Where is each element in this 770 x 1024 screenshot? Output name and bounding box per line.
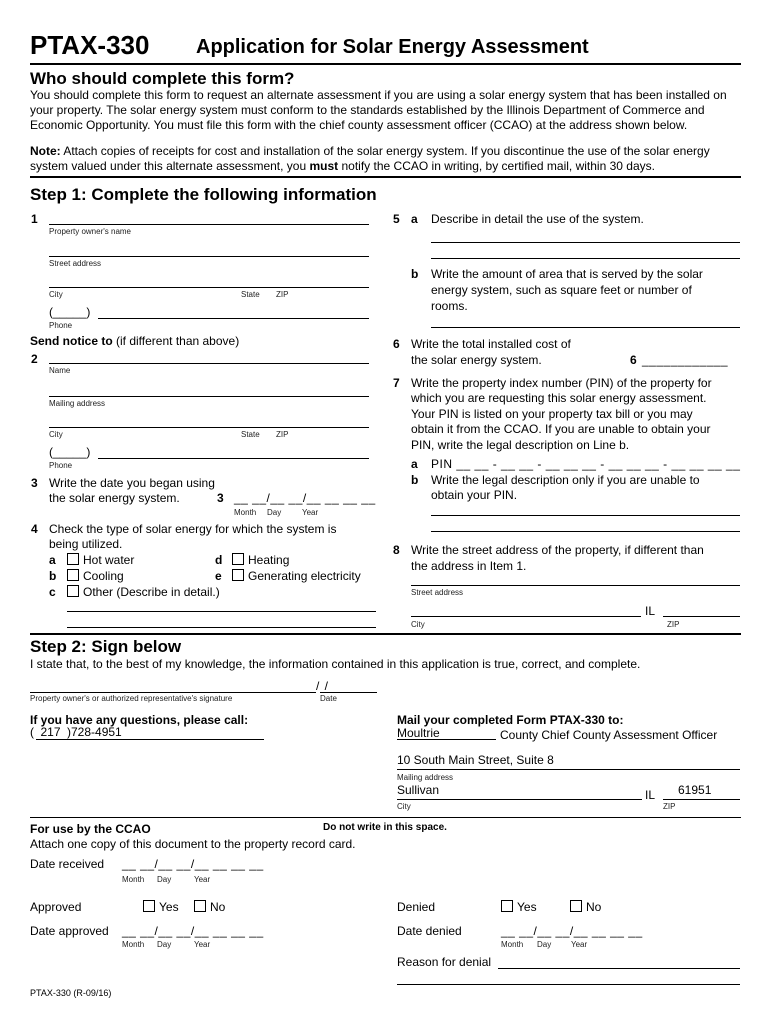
approved-yes-checkbox[interactable]: Yes xyxy=(143,900,179,915)
ccao-city: Sullivan xyxy=(397,783,440,797)
option-a-letter: a xyxy=(49,553,56,567)
date-received-field[interactable]: __ __/__ __/__ __ __ __ xyxy=(122,857,264,871)
owner-name-field[interactable] xyxy=(49,224,369,225)
denied-day-label: Day xyxy=(537,940,552,949)
item3-text-line1: Write the date you began using xyxy=(49,476,215,490)
received-year-label: Year xyxy=(194,875,211,884)
property-street-field[interactable] xyxy=(411,585,740,586)
send-notice-label: Send notice to (if different than above) xyxy=(30,334,240,348)
approved-month-label: Month xyxy=(122,940,145,949)
state-label: State xyxy=(241,290,260,299)
system-use-line1[interactable] xyxy=(431,242,740,243)
notice-zip-label: ZIP xyxy=(276,430,289,439)
item7-number: 7 xyxy=(393,376,400,390)
day-label: Day xyxy=(267,508,282,517)
installed-cost-field[interactable]: ____________ xyxy=(642,353,729,367)
ccao-mailing-label: Mailing address xyxy=(397,773,454,782)
mailing-address-field[interactable] xyxy=(49,396,369,397)
owner-name-label: Property owner's name xyxy=(49,227,132,236)
intro-paragraph: You should complete this form to request an alternate assessment if you are using a solar energy system that has been installed on your property. The solar energy system must conform to the standards established by the Illinois Department of Commerce and Economic Opportunity. You must file this form with the chief county assessment officer (CCAO) at the address shown below. xyxy=(30,88,727,132)
reason-field-line1[interactable] xyxy=(498,968,740,969)
other-checkbox[interactable]: Other (Describe in detail.) xyxy=(67,585,220,600)
legal-description-line2[interactable] xyxy=(431,531,740,532)
heating-checkbox[interactable]: Heating xyxy=(232,553,289,568)
officer-title: County Chief County Assessment Officer xyxy=(500,728,718,742)
item7b-text-line2: obtain your PIN. xyxy=(431,488,518,502)
call-area-code: 217 xyxy=(40,725,61,739)
notice-city-field[interactable] xyxy=(49,427,369,428)
signature-field[interactable] xyxy=(30,692,316,693)
intro-heading: Who should complete this form? xyxy=(30,69,295,88)
ccao-heading: For use by the CCAO xyxy=(30,822,151,836)
item8-text-line1: Write the street address of the property, if different than xyxy=(411,543,704,557)
form-id: PTAX-330 xyxy=(30,30,150,60)
item7b-letter: b xyxy=(411,473,419,487)
county-name: Moultrie xyxy=(397,726,440,740)
notice-city-label: City xyxy=(49,430,63,439)
property-city-field[interactable] xyxy=(411,616,641,617)
item5-number: 5 xyxy=(393,212,400,226)
reason-label: Reason for denial xyxy=(397,955,492,969)
notice-state-label: State xyxy=(241,430,260,439)
hot-water-checkbox[interactable]: Hot water xyxy=(67,553,134,568)
property-zip-label: ZIP xyxy=(667,620,680,629)
property-zip-field[interactable] xyxy=(663,616,740,617)
date-received-label: Date received xyxy=(30,857,105,871)
street-address-field[interactable] xyxy=(49,256,369,257)
other-description-line2[interactable] xyxy=(67,627,376,628)
pin-field[interactable]: PIN __ __ - __ __ - __ __ __ - __ __ __ - __ __ __ __ xyxy=(431,457,741,471)
property-state-il: IL xyxy=(645,604,656,618)
notice-name-label: Name xyxy=(49,366,71,375)
denied-year-label: Year xyxy=(571,940,588,949)
item5b-letter: b xyxy=(411,267,419,281)
mail-heading: Mail your completed Form PTAX-330 to: xyxy=(397,713,624,727)
option-d-letter: d xyxy=(215,553,223,567)
call-phone: ( 217 )728-4951 xyxy=(30,725,122,739)
ccao-city-underline xyxy=(397,799,642,800)
item8-number: 8 xyxy=(393,543,400,557)
item8-text-line2: the address in Item 1. xyxy=(411,559,527,573)
item6-number: 6 xyxy=(393,337,400,351)
other-description-line1[interactable] xyxy=(67,611,376,612)
legal-description-line1[interactable] xyxy=(431,515,740,516)
item6-text-line2: the solar energy system. xyxy=(411,353,542,367)
month-label: Month xyxy=(234,508,257,517)
ccao-zip: 61951 xyxy=(678,783,712,797)
item7-text-line5: PIN, write the legal description on Line b. xyxy=(411,438,630,452)
item7-text-line1: Write the property index number (PIN) of the property for xyxy=(411,376,712,390)
item7a-letter: a xyxy=(411,457,418,471)
item4-number: 4 xyxy=(31,522,38,536)
item3-text-line2: the solar energy system. xyxy=(49,491,180,505)
approved-year-label: Year xyxy=(194,940,211,949)
item5a-letter: a xyxy=(411,212,418,226)
step1-rule xyxy=(30,633,741,635)
item5b-text-line3: rooms. xyxy=(431,299,468,313)
do-not-write-note: Do not write in this space. xyxy=(323,822,447,833)
street-address-label: Street address xyxy=(49,259,102,268)
item7b-text-line1: Write the legal description only if you are unable to xyxy=(431,473,700,487)
notice-name-field[interactable] xyxy=(49,363,369,364)
received-month-label: Month xyxy=(122,875,145,884)
item5a-text: Describe in detail the use of the system. xyxy=(431,212,644,226)
header-rule xyxy=(30,63,741,65)
item3-answer-number: 3 xyxy=(217,491,224,505)
certification-statement: I state that, to the best of my knowledge, the information contained in this application is true, correct, and complete. xyxy=(30,657,641,671)
item5b-text-line1: Write the amount of area that is served by the solar xyxy=(431,267,703,281)
city-label: City xyxy=(49,290,63,299)
call-heading: If you have any questions, please call: xyxy=(30,713,249,727)
item7-text-line2: which you are requesting this solar energy assessment. xyxy=(411,391,707,405)
attach-instruction: Attach one copy of this document to the property record card. xyxy=(30,837,356,851)
approved-label: Approved xyxy=(30,900,82,914)
denied-label: Denied xyxy=(397,900,436,914)
item6-answer-number: 6 xyxy=(630,353,637,367)
notice-phone-field[interactable] xyxy=(98,458,369,459)
ccao-street: 10 South Main Street, Suite 8 xyxy=(397,753,554,767)
option-c-letter: c xyxy=(49,585,56,599)
item7-text-line4: obtain it from the CCAO. If you are unable to obtain your xyxy=(411,422,711,436)
generating-electricity-checkbox[interactable]: Generating electricity xyxy=(232,569,361,584)
item5b-text-line2: energy system, such as square feet or number of xyxy=(431,283,692,297)
system-use-line2[interactable] xyxy=(431,258,740,259)
city-state-zip-field[interactable] xyxy=(49,287,369,288)
option-b-letter: b xyxy=(49,569,57,583)
item3-number: 3 xyxy=(31,476,38,490)
form-title: Application for Solar Energy Assessment xyxy=(196,36,589,58)
notice-phone-label: Phone xyxy=(49,461,73,470)
item4-text-line1: Check the type of solar energy for which the system is xyxy=(49,522,337,536)
note-label: Note: xyxy=(30,144,61,158)
option-e-letter: e xyxy=(215,569,222,583)
property-street-label: Street address xyxy=(411,588,464,597)
date-denied-label: Date denied xyxy=(397,924,462,938)
signature-date-field[interactable] xyxy=(320,692,377,693)
date-approved-field[interactable]: __ __/__ __/__ __ __ __ xyxy=(122,924,264,938)
reason-field-line2[interactable] xyxy=(397,984,740,985)
approved-day-label: Day xyxy=(157,940,172,949)
phone-field[interactable] xyxy=(98,318,369,319)
received-day-label: Day xyxy=(157,875,172,884)
item7-text-line3: Your PIN is listed on your property tax bill or you may xyxy=(411,407,693,421)
step1-heading: Step 1: Complete the following information xyxy=(30,185,377,204)
date-approved-label: Date approved xyxy=(30,924,109,938)
ccao-street-underline xyxy=(397,769,740,770)
notice-phone-area-code: (_____) xyxy=(49,445,91,459)
phone-label: Phone xyxy=(49,321,73,330)
ccao-zip-label: ZIP xyxy=(663,802,676,811)
form-revision-code: PTAX-330 (R-09/16) xyxy=(30,988,112,998)
year-label: Year xyxy=(302,508,319,517)
item4-text-line2: being utilized. xyxy=(49,537,123,551)
call-phone-underline xyxy=(36,739,264,740)
zip-label: ZIP xyxy=(276,290,289,299)
item2-number: 2 xyxy=(31,352,38,366)
step2-heading: Step 2: Sign below xyxy=(30,637,182,656)
intro-note: Note: Attach copies of receipts for cost and installation of the solar energy system. If you discontinue the use of the solar energy system valued under this alternate assessment, you must notify the CCAO in writing, by certified mail, within 30 days. xyxy=(30,144,710,173)
mailing-address-label: Mailing address xyxy=(49,399,106,408)
ccao-state: IL xyxy=(645,788,656,802)
item1-number: 1 xyxy=(31,212,38,226)
approved-no-checkbox[interactable]: No xyxy=(194,900,225,915)
call-phone-number: 728-4951 xyxy=(71,725,122,739)
date-denied-field[interactable]: __ __/__ __/__ __ __ __ xyxy=(501,924,643,938)
ccao-city-label: City xyxy=(397,802,411,811)
denied-month-label: Month xyxy=(501,940,524,949)
denied-yes-checkbox[interactable]: Yes xyxy=(501,900,537,915)
property-city-label: City xyxy=(411,620,425,629)
signature-date-label: Date xyxy=(320,694,337,703)
signature-label: Property owner's or authorized representative's signature xyxy=(30,694,233,703)
cooling-checkbox[interactable]: Cooling xyxy=(67,569,124,584)
signature-date-slashes: / / xyxy=(316,679,330,693)
phone-area-code: (_____) xyxy=(49,305,91,319)
start-date-field[interactable]: __ __/__ __/__ __ __ __ xyxy=(234,491,376,505)
area-served-field[interactable] xyxy=(431,327,740,328)
intro-rule xyxy=(30,176,741,178)
ccao-zip-underline xyxy=(663,799,740,800)
ccao-rule xyxy=(30,817,741,818)
item6-text-line1: Write the total installed cost of xyxy=(411,337,571,351)
county-underline xyxy=(397,739,496,740)
denied-no-checkbox[interactable]: No xyxy=(570,900,601,915)
